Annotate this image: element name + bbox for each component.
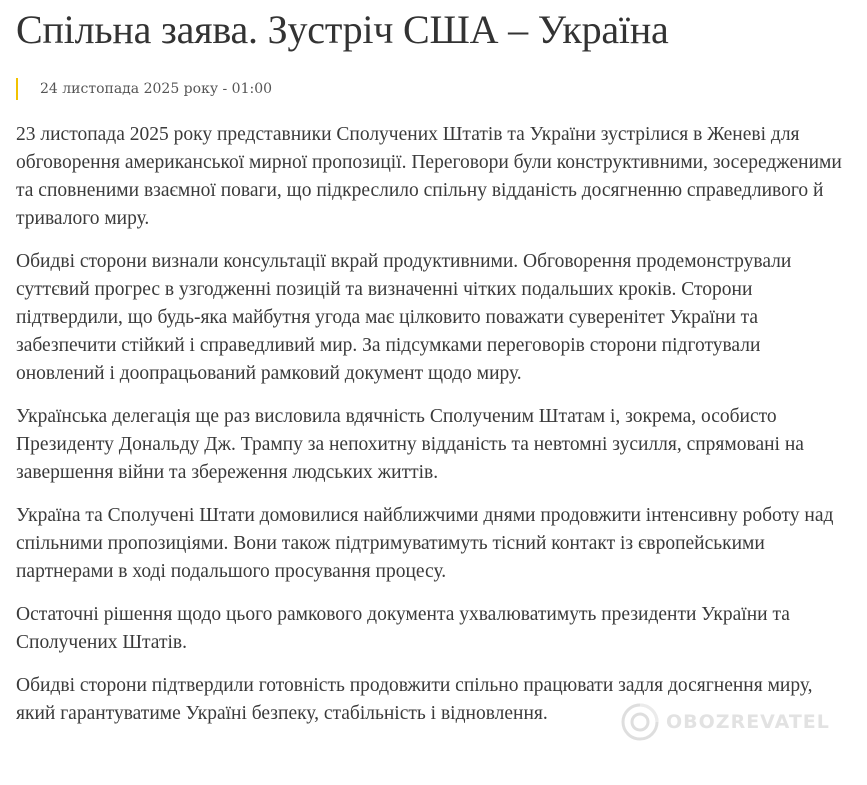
paragraph-3: Українська делегація ще раз висловила вдячність Сполученим Штатам і, зокрема, особисто Президенту Дональду Дж. Трампу за непохитну відданість та невтомні зусилля, спрямовані на завершення війни та збереження людських життів. [16, 406, 804, 483]
paragraph-6: Обидві сторони підтвердили готовність продовжити спільно працювати задля досягнення миру, який гарантуватиме Україні безпеку, стабільність і відновлення. [16, 675, 813, 724]
page-title: Спільна заява. Зустріч США – Україна [16, 7, 669, 52]
paragraph-4: Україна та Сполучені Штати домовилися найближчими днями продовжити інтенсивну роботу над спільними пропозиціями. Вони також підтримуватимуть тісний контакт із європейськими партнерами в ході подальшого просування процесу. [16, 505, 834, 582]
article [16, 0, 846, 743]
watermark-text: OBOZREVATEL [666, 711, 830, 733]
date-text: 24 листопада 2025 року - 01:00 [40, 81, 273, 97]
article-body [16, 121, 846, 728]
paragraph-5: Остаточні рішення щодо цього рамкового документа ухвалюватимуть президенти України та Сполучених Штатів. [16, 604, 790, 653]
paragraph-2: Обидві сторони визнали консультації вкрай продуктивними. Обговорення продемонстрували суттєвий прогрес в узгодженні позицій та визначенні чітких подальших кроків. Сторони підтвердили, що будь-яка майбутня угода має цілковито поважати суверенітет України та забезпечити стійкий і справедливий мир. За підсумками переговорів сторони підготували оновлений і доопрацьований рамковий документ щодо миру. [16, 251, 792, 384]
paragraph-1: 23 листопада 2025 року представники Сполучених Штатів та України зустрілися в Женеві для обговорення американської мирної пропозиції. Переговори були конструктивними, зосередженими та сповненими взаємної поваги, що підкреслило спільну відданість досягненню справедливого й тривалого миру. [16, 124, 842, 229]
publish-date [16, 78, 846, 100]
